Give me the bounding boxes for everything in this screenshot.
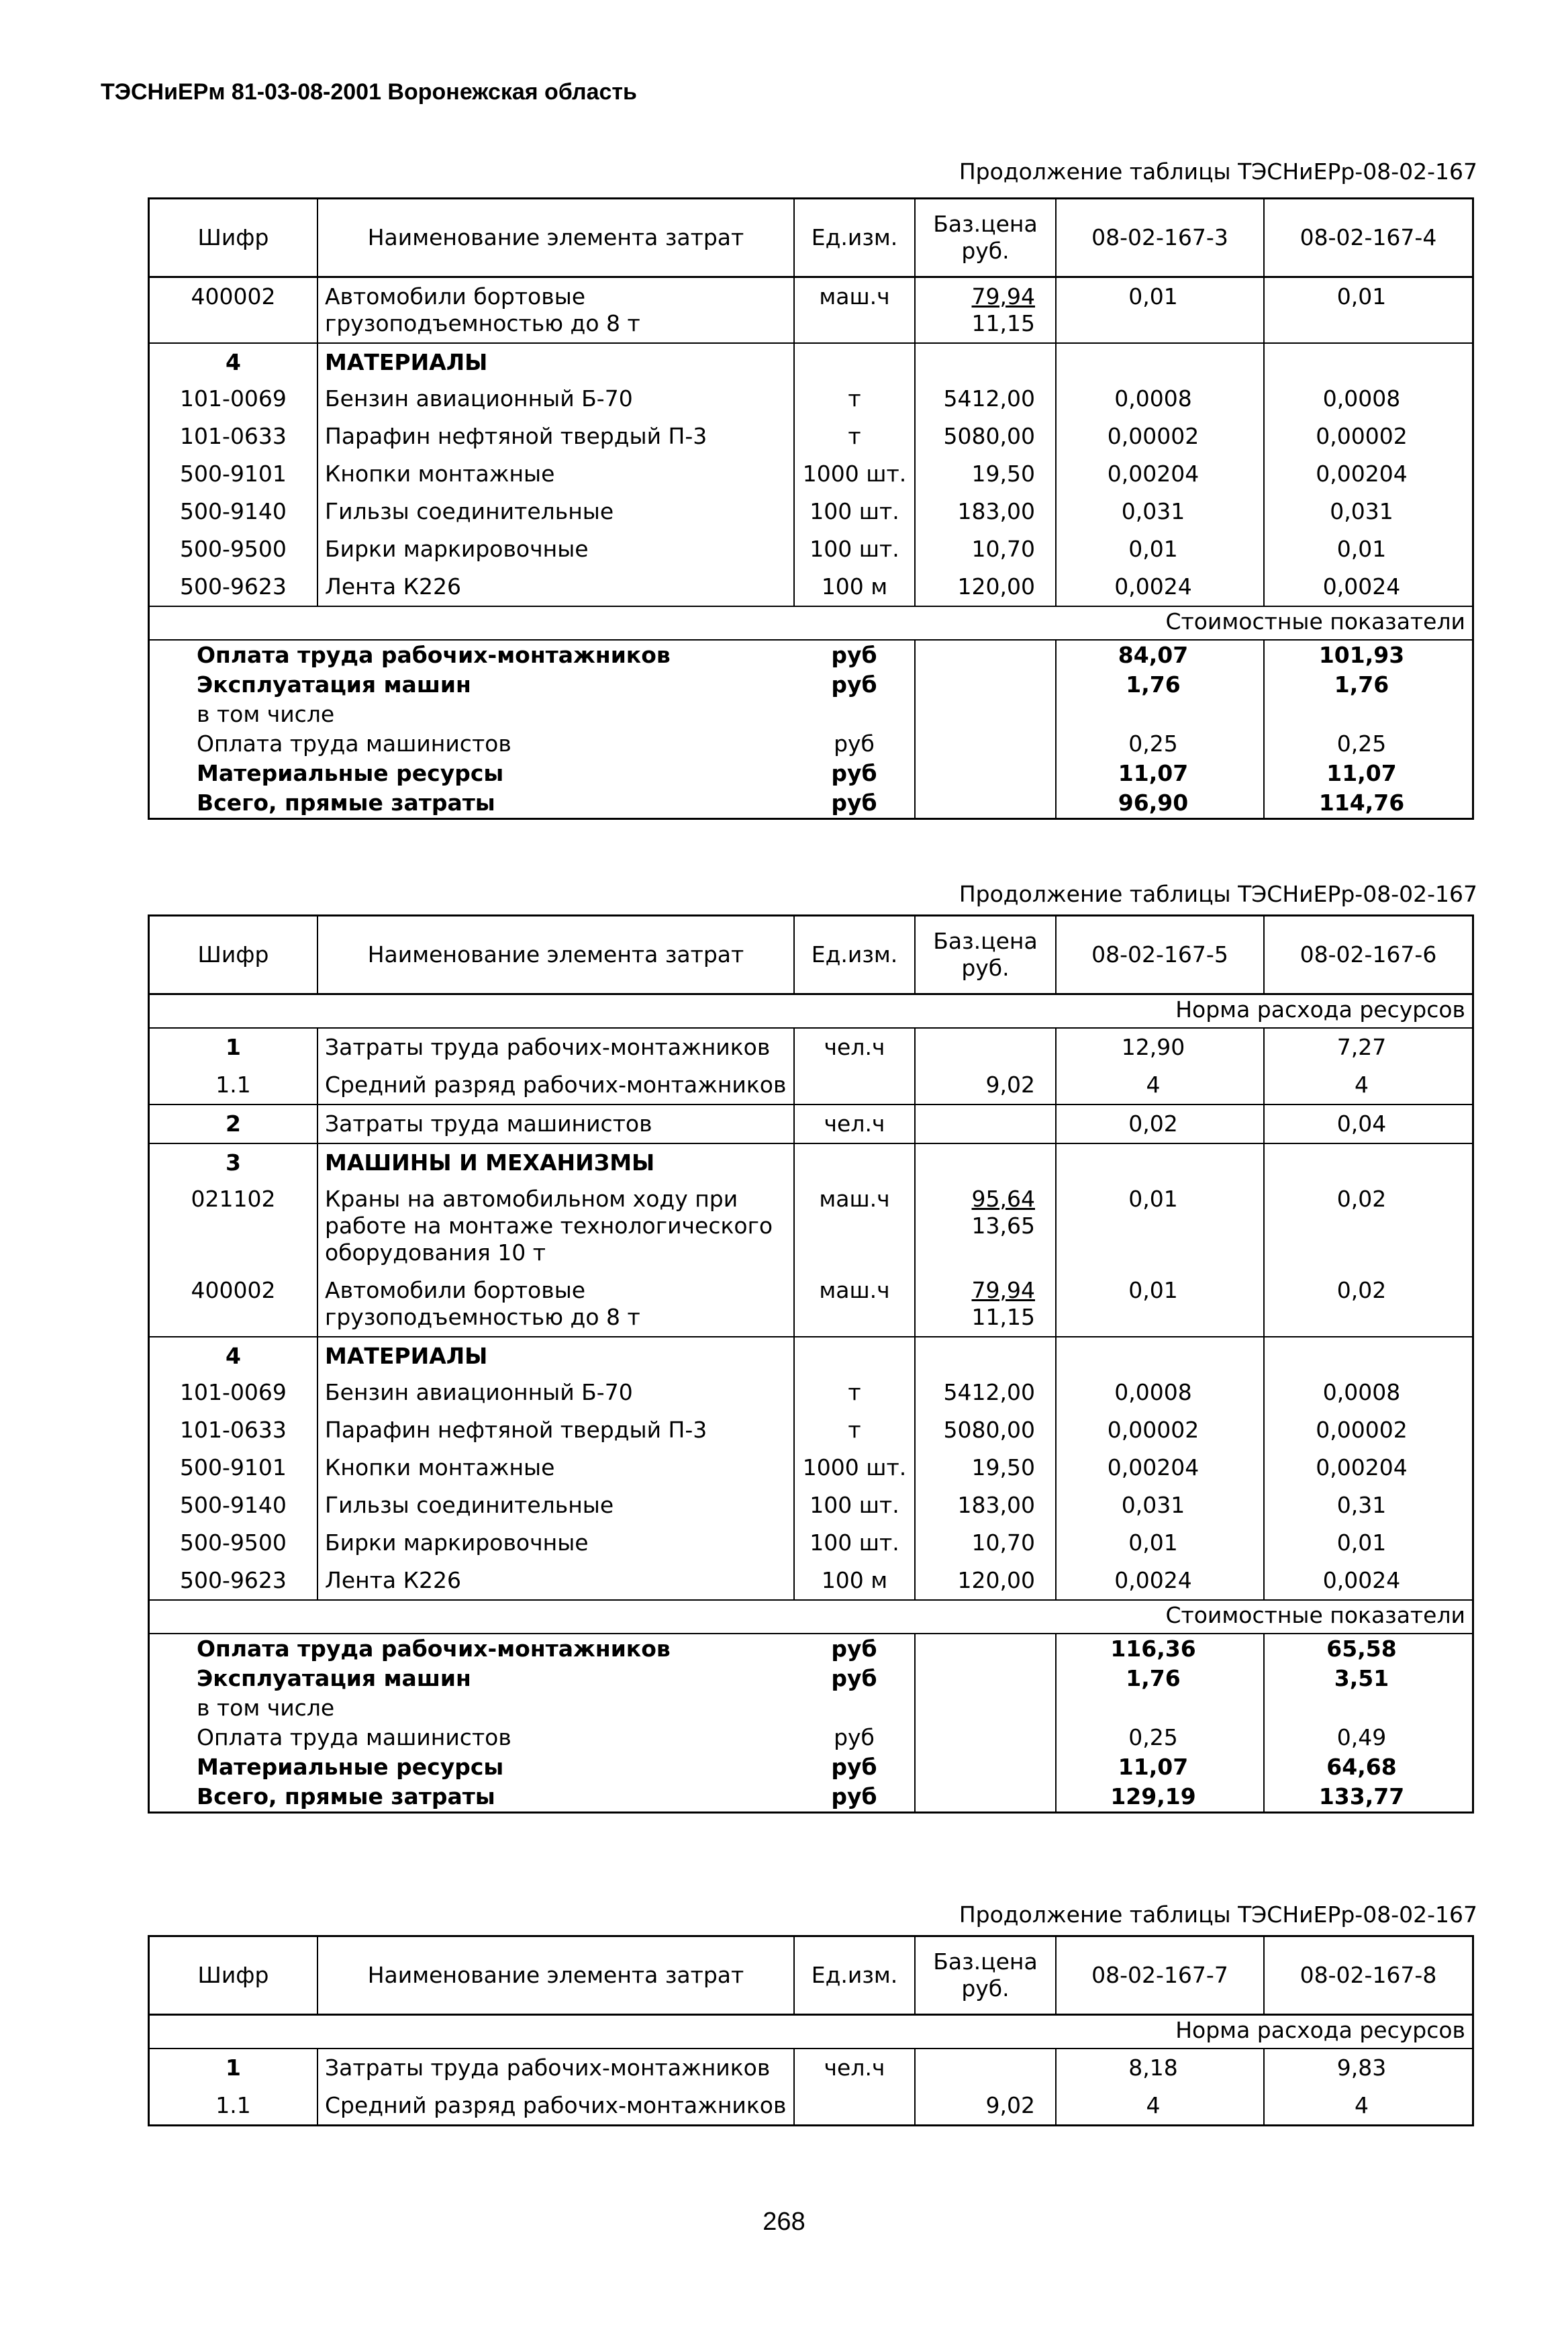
row-name: МАТЕРИАЛЫ <box>317 1337 794 1374</box>
row-unit: т <box>794 1374 915 1411</box>
row-value-2: 7,27 <box>1264 1028 1472 1066</box>
page-number: 268 <box>763 2208 805 2236</box>
header-price: Баз.цена руб. <box>915 916 1056 994</box>
summary-label: Всего, прямые затраты <box>197 790 495 816</box>
summary-row <box>150 1634 1472 1664</box>
price-value: 5412,00 <box>943 1379 1035 1405</box>
summary-price <box>915 1634 1056 1664</box>
row-value-2: 0,00002 <box>1264 418 1472 455</box>
row-value-1: 0,031 <box>1056 493 1264 530</box>
price-value: 5412,00 <box>943 385 1035 412</box>
row-value-2: 0,0024 <box>1264 1562 1472 1600</box>
row-unit: т <box>794 418 915 455</box>
row-value-2: 0,04 <box>1264 1104 1472 1143</box>
summary-value-2: 1,76 <box>1264 670 1472 700</box>
row-unit: маш.ч <box>794 1272 915 1337</box>
row-name: Гильзы соединительные <box>317 1487 794 1524</box>
row-name: Кнопки монтажные <box>317 455 794 493</box>
price-value: 10,70 <box>971 536 1035 562</box>
row-value-2: 0,00204 <box>1264 1449 1472 1487</box>
row-value-1: 12,90 <box>1056 1028 1264 1066</box>
summary-value-2: 0,25 <box>1264 729 1472 759</box>
summary-price <box>915 640 1056 670</box>
resource-table <box>150 1937 1472 2124</box>
row-code: 1.1 <box>215 1072 251 1098</box>
row-price <box>915 1524 1056 1562</box>
summary-unit: руб <box>831 1636 877 1662</box>
header-unit: Ед.изм. <box>794 916 915 994</box>
header-name: Наименование элемента затрат <box>317 916 794 994</box>
row-name: Гильзы соединительные <box>317 493 794 530</box>
row-name: Затраты труда рабочих-монтажников <box>317 2049 794 2087</box>
row-code: 101-0633 <box>180 1417 287 1443</box>
row-unit: т <box>794 380 915 418</box>
summary-unit: руб <box>834 731 875 757</box>
summary-value-2: 64,68 <box>1264 1752 1472 1782</box>
header-unit: Ед.изм. <box>794 1937 915 2015</box>
resource-table <box>150 199 1472 818</box>
row-price <box>915 1411 1056 1449</box>
header-row <box>150 916 1472 994</box>
summary-price <box>915 1752 1056 1782</box>
norm-band <box>150 2015 1472 2049</box>
row-code: 3 <box>150 1143 317 1180</box>
row-value-1: 0,00002 <box>1056 1411 1264 1449</box>
summary-unit <box>794 1693 915 1723</box>
row-code: 400002 <box>191 283 276 310</box>
table-row <box>150 380 1472 418</box>
row-price <box>915 1143 1056 1180</box>
row-name: Бирки маркировочные <box>317 1524 794 1562</box>
table-row <box>150 1411 1472 1449</box>
price-value: 19,50 <box>971 1454 1035 1480</box>
price-value: 5080,00 <box>943 1417 1035 1443</box>
row-price <box>915 418 1056 455</box>
row-name: Затраты труда машинистов <box>317 1104 794 1143</box>
row-unit <box>794 1337 915 1374</box>
row-code: 500-9623 <box>180 573 287 600</box>
row-name: Лента К226 <box>317 568 794 606</box>
header-unit: Ед.изм. <box>794 199 915 277</box>
row-price <box>915 1562 1056 1600</box>
row-code: 101-0633 <box>180 423 287 449</box>
header-col2: 08-02-167-4 <box>1264 199 1472 277</box>
table-row <box>150 277 1472 344</box>
norm-label: Норма расхода ресурсов <box>150 994 1472 1029</box>
summary-value-2: 11,07 <box>1264 759 1472 788</box>
row-value-1: 0,01 <box>1056 1272 1264 1337</box>
row-value-2: 9,83 <box>1264 2049 1472 2087</box>
summary-unit: руб <box>831 1665 877 1691</box>
document-header: ТЭСНиЕРм 81-03-08-2001 Воронежская область <box>101 79 637 105</box>
row-code: 2 <box>150 1104 317 1143</box>
row-price <box>915 2049 1056 2087</box>
summary-value-2: 0,49 <box>1264 1723 1472 1752</box>
row-price <box>915 1028 1056 1066</box>
row-name: Средний разряд рабочих-монтажников <box>317 1066 794 1104</box>
table-continuation-caption: Продолжение таблицы ТЭСНиЕРр-08-02-167 <box>959 1901 1477 1928</box>
row-unit: 100 м <box>794 568 915 606</box>
row-value-1: 0,00204 <box>1056 1449 1264 1487</box>
summary-unit: руб <box>831 1783 877 1809</box>
summary-label: Эксплуатация машин <box>197 671 471 698</box>
row-value-1: 0,01 <box>1056 277 1264 344</box>
row-value-2: 0,00204 <box>1264 455 1472 493</box>
row-price <box>915 1374 1056 1411</box>
summary-unit: руб <box>831 671 877 698</box>
table-row <box>150 1374 1472 1411</box>
row-value-1: 0,031 <box>1056 1487 1264 1524</box>
row-code: 500-9101 <box>180 461 287 487</box>
row-name: Затраты труда рабочих-монтажников <box>317 1028 794 1066</box>
row-unit: маш.ч <box>794 1180 915 1272</box>
summary-value-1: 84,07 <box>1056 640 1264 670</box>
row-code: 1.1 <box>215 2092 251 2118</box>
cost-table-3 <box>148 1935 1474 2126</box>
row-price <box>915 1449 1056 1487</box>
row-unit: 1000 шт. <box>794 455 915 493</box>
row-name: Средний разряд рабочих-монтажников <box>317 2087 794 2124</box>
table-row <box>150 1104 1472 1143</box>
row-price <box>915 343 1056 380</box>
row-price <box>915 1104 1056 1143</box>
row-price <box>915 1272 1056 1337</box>
summary-row <box>150 788 1472 818</box>
row-name: Автомобили бортовые грузоподъемностью до 8 т <box>317 1272 794 1337</box>
row-code: 500-9623 <box>180 1567 287 1593</box>
row-code: 101-0069 <box>180 385 287 412</box>
row-unit: 100 м <box>794 1562 915 1600</box>
row-value-1 <box>1056 1337 1264 1374</box>
summary-label: в том числе <box>197 1695 335 1721</box>
row-name: Бирки маркировочные <box>317 530 794 568</box>
summary-row <box>150 1723 1472 1752</box>
table-row <box>150 493 1472 530</box>
row-value-2: 0,01 <box>1264 277 1472 344</box>
row-price <box>915 530 1056 568</box>
table-row <box>150 1272 1472 1337</box>
row-value-2: 0,031 <box>1264 493 1472 530</box>
summary-value-1: 116,36 <box>1056 1634 1264 1664</box>
summary-label: Эксплуатация машин <box>197 1665 471 1691</box>
summary-label: Оплата труда машинистов <box>197 1724 511 1750</box>
header-row <box>150 199 1472 277</box>
summary-row <box>150 729 1472 759</box>
summary-price <box>915 788 1056 818</box>
row-unit: чел.ч <box>794 2049 915 2087</box>
price-value: 95,64 <box>971 1186 1035 1212</box>
table-row <box>150 1449 1472 1487</box>
summary-price <box>915 759 1056 788</box>
price-value: 79,94 <box>971 1277 1035 1303</box>
norm-band <box>150 994 1472 1029</box>
summary-value-1: 0,25 <box>1056 729 1264 759</box>
row-code: 500-9500 <box>180 1530 287 1556</box>
row-price <box>915 380 1056 418</box>
summary-value-2: 101,93 <box>1264 640 1472 670</box>
summary-value-1 <box>1056 1693 1264 1723</box>
cost-table-2 <box>148 914 1474 1814</box>
summary-row <box>150 700 1472 729</box>
table-row <box>150 1524 1472 1562</box>
row-code: 500-9500 <box>180 536 287 562</box>
summary-unit: руб <box>831 760 877 786</box>
summary-row <box>150 759 1472 788</box>
price-value: 120,00 <box>957 573 1035 600</box>
header-name: Наименование элемента затрат <box>317 199 794 277</box>
table-row <box>150 418 1472 455</box>
row-value-2 <box>1264 343 1472 380</box>
table-continuation-caption: Продолжение таблицы ТЭСНиЕРр-08-02-167 <box>959 881 1477 907</box>
table-row <box>150 1487 1472 1524</box>
summary-label: Оплата труда машинистов <box>197 731 511 757</box>
table-row <box>150 568 1472 606</box>
row-value-2: 0,31 <box>1264 1487 1472 1524</box>
price-value: 183,00 <box>957 1492 1035 1518</box>
summary-value-1: 1,76 <box>1056 1664 1264 1693</box>
row-unit <box>794 343 915 380</box>
price-value: 183,00 <box>957 498 1035 524</box>
row-value-2: 4 <box>1264 1066 1472 1104</box>
price-value: 9,02 <box>985 2092 1035 2118</box>
row-value-1: 0,01 <box>1056 1180 1264 1272</box>
header-col2: 08-02-167-8 <box>1264 1937 1472 2015</box>
row-value-2: 0,01 <box>1264 530 1472 568</box>
price-value: 19,50 <box>971 461 1035 487</box>
price-wage-value: 11,15 <box>971 1304 1035 1330</box>
summary-row <box>150 670 1472 700</box>
summary-label: Оплата труда рабочих-монтажников <box>197 1636 671 1662</box>
summary-unit: руб <box>831 790 877 816</box>
section-row <box>150 1143 1472 1180</box>
price-wage-value: 13,65 <box>971 1213 1035 1239</box>
summary-value-1: 129,19 <box>1056 1782 1264 1812</box>
cost-band <box>150 1600 1472 1634</box>
summary-price <box>915 670 1056 700</box>
table-row <box>150 1066 1472 1104</box>
row-name: Парафин нефтяной твердый П-3 <box>317 1411 794 1449</box>
row-value-1: 0,0008 <box>1056 380 1264 418</box>
row-unit: маш.ч <box>794 277 915 344</box>
cost-label: Стоимостные показатели <box>150 606 1472 640</box>
summary-value-2: 133,77 <box>1264 1782 1472 1812</box>
table-row <box>150 2049 1472 2087</box>
table-row <box>150 1180 1472 1272</box>
summary-value-1: 1,76 <box>1056 670 1264 700</box>
summary-unit: руб <box>831 642 877 668</box>
row-value-1: 4 <box>1056 1066 1264 1104</box>
row-value-1: 0,0024 <box>1056 568 1264 606</box>
row-code: 021102 <box>191 1186 276 1212</box>
row-value-2: 0,02 <box>1264 1272 1472 1337</box>
summary-value-1: 11,07 <box>1056 759 1264 788</box>
price-value: 9,02 <box>985 1072 1035 1098</box>
summary-unit: руб <box>834 1724 875 1750</box>
row-value-2: 0,02 <box>1264 1180 1472 1272</box>
summary-value-2 <box>1264 1693 1472 1723</box>
row-code: 500-9101 <box>180 1454 287 1480</box>
header-row <box>150 1937 1472 2015</box>
row-unit: 1000 шт. <box>794 1449 915 1487</box>
row-unit: 100 шт. <box>794 1524 915 1562</box>
row-price <box>915 493 1056 530</box>
summary-label: Материальные ресурсы <box>197 760 504 786</box>
row-value-2: 0,0008 <box>1264 380 1472 418</box>
header-code: Шифр <box>150 199 317 277</box>
row-price <box>915 1487 1056 1524</box>
summary-value-1: 11,07 <box>1056 1752 1264 1782</box>
row-code: 1 <box>226 2055 241 2081</box>
header-col1: 08-02-167-7 <box>1056 1937 1264 2015</box>
summary-price <box>915 1723 1056 1752</box>
summary-row <box>150 1782 1472 1812</box>
resource-table <box>150 916 1472 1812</box>
row-unit: чел.ч <box>794 1028 915 1066</box>
row-price <box>915 277 1056 344</box>
row-price <box>915 1180 1056 1272</box>
row-unit: чел.ч <box>794 1104 915 1143</box>
summary-price <box>915 1664 1056 1693</box>
row-value-1 <box>1056 1143 1264 1180</box>
norm-label: Норма расхода ресурсов <box>150 2015 1472 2049</box>
row-unit: 100 шт. <box>794 493 915 530</box>
row-unit <box>794 1143 915 1180</box>
summary-row <box>150 1752 1472 1782</box>
row-unit: 100 шт. <box>794 530 915 568</box>
summary-value-1: 96,90 <box>1056 788 1264 818</box>
table-row <box>150 2087 1472 2124</box>
row-code: 4 <box>150 1337 317 1374</box>
summary-value-1: 0,25 <box>1056 1723 1264 1752</box>
row-price <box>915 1337 1056 1374</box>
row-value-2 <box>1264 1337 1472 1374</box>
table-row <box>150 530 1472 568</box>
row-unit <box>794 2087 915 2124</box>
row-value-2: 0,0024 <box>1264 568 1472 606</box>
header-price: Баз.цена руб. <box>915 1937 1056 2015</box>
price-wage-value: 11,15 <box>971 310 1035 336</box>
summary-price <box>915 729 1056 759</box>
cost-table-1 <box>148 197 1474 820</box>
row-name: Лента К226 <box>317 1562 794 1600</box>
row-price <box>915 2087 1056 2124</box>
table-row <box>150 1028 1472 1066</box>
row-value-1 <box>1056 343 1264 380</box>
row-name: Бензин авиационный Б-70 <box>317 380 794 418</box>
summary-label: Оплата труда рабочих-монтажников <box>197 642 671 668</box>
header-price: Баз.цена руб. <box>915 199 1056 277</box>
summary-unit <box>794 700 915 729</box>
summary-unit: руб <box>831 1754 877 1780</box>
summary-price <box>915 700 1056 729</box>
cost-label: Стоимостные показатели <box>150 1600 1472 1634</box>
summary-value-2: 114,76 <box>1264 788 1472 818</box>
row-code: 101-0069 <box>180 1379 287 1405</box>
row-value-2: 0,0008 <box>1264 1374 1472 1411</box>
row-value-2 <box>1264 1143 1472 1180</box>
row-unit: т <box>794 1411 915 1449</box>
row-value-1: 4 <box>1056 2087 1264 2124</box>
row-name: МАШИНЫ И МЕХАНИЗМЫ <box>317 1143 794 1180</box>
row-price <box>915 455 1056 493</box>
summary-label: Всего, прямые затраты <box>197 1783 495 1809</box>
row-name: Бензин авиационный Б-70 <box>317 1374 794 1411</box>
row-name: МАТЕРИАЛЫ <box>317 343 794 380</box>
price-value: 79,94 <box>971 283 1035 310</box>
price-value: 120,00 <box>957 1567 1035 1593</box>
row-value-1: 0,02 <box>1056 1104 1264 1143</box>
row-value-1: 0,01 <box>1056 530 1264 568</box>
row-value-1: 0,00204 <box>1056 455 1264 493</box>
row-value-2: 4 <box>1264 2087 1472 2124</box>
header-code: Шифр <box>150 1937 317 2015</box>
row-code: 400002 <box>191 1277 276 1303</box>
cost-band <box>150 606 1472 640</box>
row-code: 4 <box>150 343 317 380</box>
row-price <box>915 1066 1056 1104</box>
row-value-2: 0,01 <box>1264 1524 1472 1562</box>
row-code: 500-9140 <box>180 498 287 524</box>
header-col1: 08-02-167-5 <box>1056 916 1264 994</box>
header-name: Наименование элемента затрат <box>317 1937 794 2015</box>
summary-row <box>150 640 1472 670</box>
summary-label: в том числе <box>197 701 335 727</box>
row-value-1: 0,0024 <box>1056 1562 1264 1600</box>
table-row <box>150 1562 1472 1600</box>
row-name: Краны на автомобильном ходу при работе на монтаже технологического оборудования 10 т <box>317 1180 794 1272</box>
table-continuation-caption: Продолжение таблицы ТЭСНиЕРр-08-02-167 <box>959 158 1477 185</box>
row-value-2: 0,00002 <box>1264 1411 1472 1449</box>
row-unit <box>794 1066 915 1104</box>
row-name: Автомобили бортовые грузоподъемностью до 8 т <box>317 277 794 344</box>
summary-price <box>915 1782 1056 1812</box>
header-col1: 08-02-167-3 <box>1056 199 1264 277</box>
summary-value-2: 3,51 <box>1264 1664 1472 1693</box>
summary-row <box>150 1693 1472 1723</box>
summary-value-2: 65,58 <box>1264 1634 1472 1664</box>
summary-label: Материальные ресурсы <box>197 1754 504 1780</box>
summary-value-1 <box>1056 700 1264 729</box>
section-row <box>150 1337 1472 1374</box>
row-value-1: 8,18 <box>1056 2049 1264 2087</box>
price-value: 5080,00 <box>943 423 1035 449</box>
row-name: Кнопки монтажные <box>317 1449 794 1487</box>
row-code: 500-9140 <box>180 1492 287 1518</box>
row-code: 1 <box>226 1034 241 1060</box>
row-value-1: 0,00002 <box>1056 418 1264 455</box>
table-row <box>150 455 1472 493</box>
header-code: Шифр <box>150 916 317 994</box>
section-row <box>150 343 1472 380</box>
summary-value-2 <box>1264 700 1472 729</box>
header-col2: 08-02-167-6 <box>1264 916 1472 994</box>
row-value-1: 0,01 <box>1056 1524 1264 1562</box>
row-unit: 100 шт. <box>794 1487 915 1524</box>
summary-price <box>915 1693 1056 1723</box>
row-price <box>915 568 1056 606</box>
row-value-1: 0,0008 <box>1056 1374 1264 1411</box>
summary-row <box>150 1664 1472 1693</box>
price-value: 10,70 <box>971 1530 1035 1556</box>
row-name: Парафин нефтяной твердый П-3 <box>317 418 794 455</box>
